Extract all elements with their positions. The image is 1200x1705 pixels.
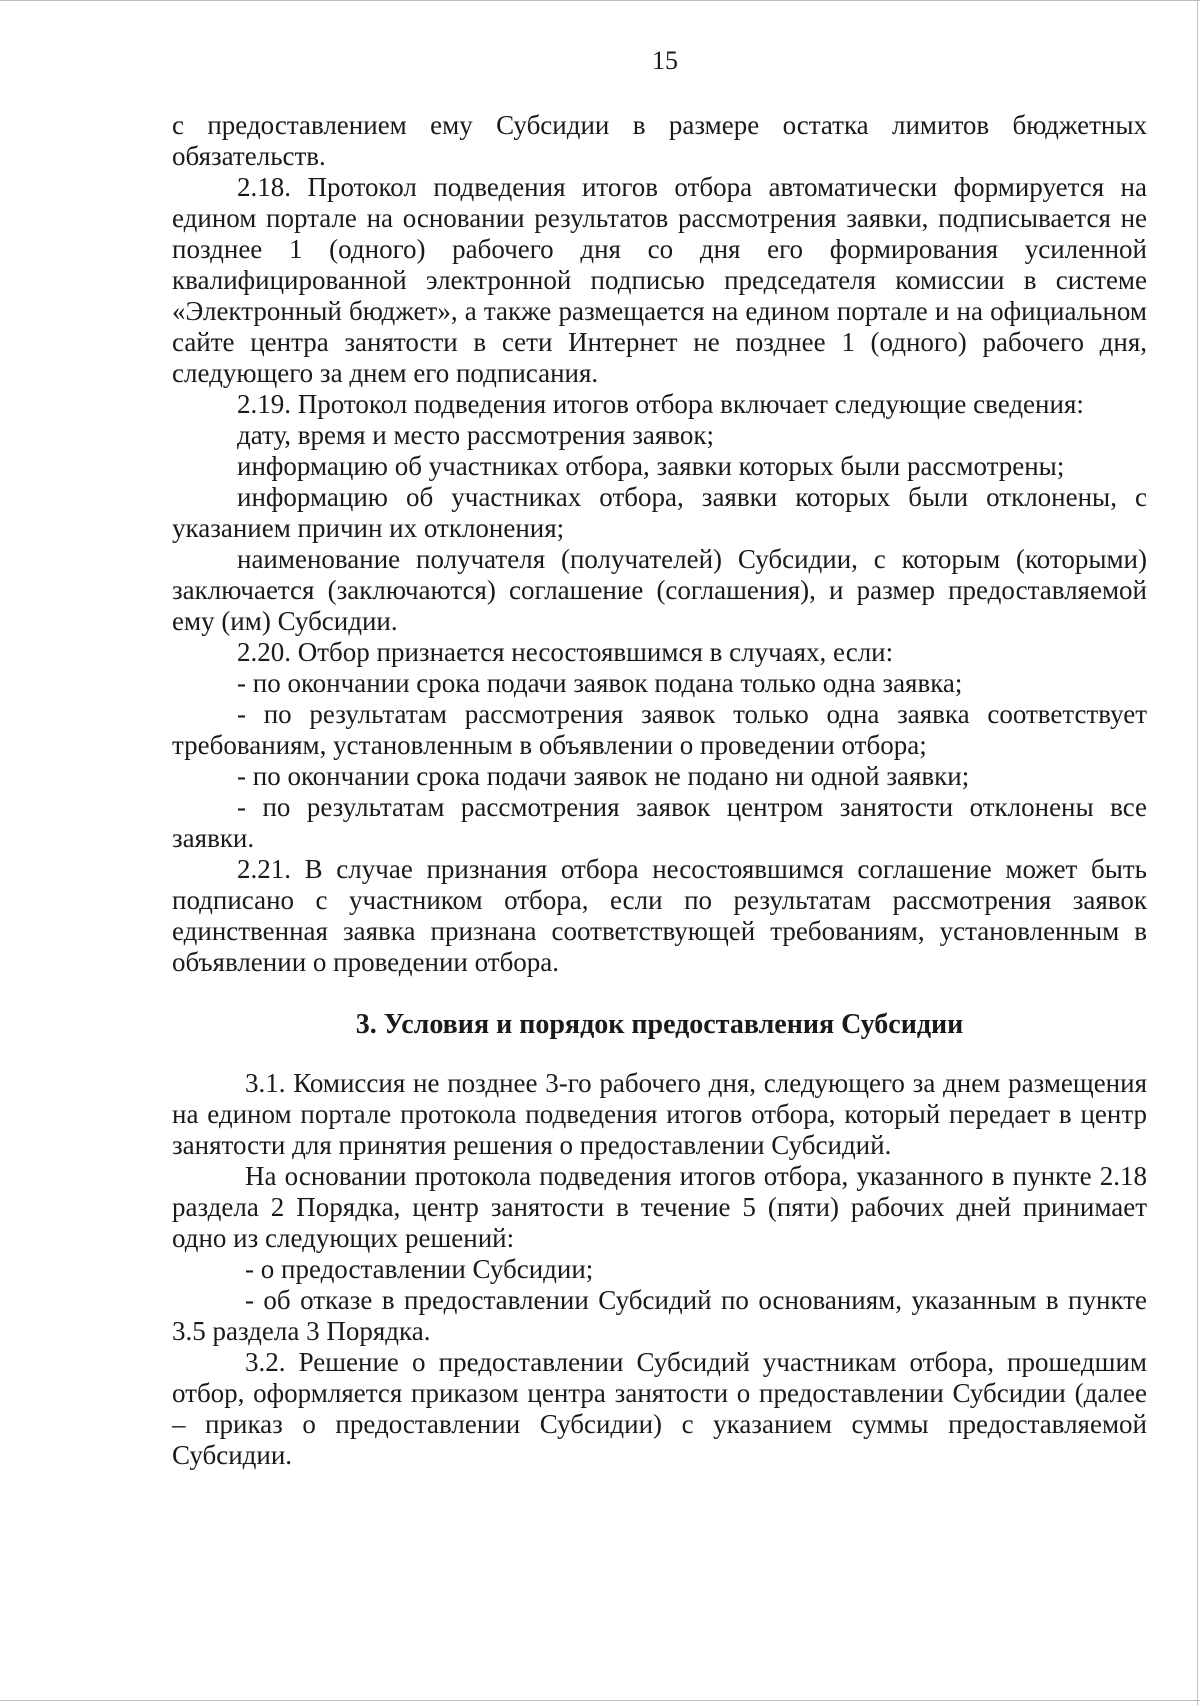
- paragraph: 2.21. В случае признания отбора несостоявшимся соглашение может быть подписано с участником отбора, если по результатам рассмотрения заявок единственная заявка признана соответствующей требованиям, установленным в объявлении о проведении отбора.: [172, 854, 1147, 977]
- paragraph: - по результатам рассмотрения заявок только одна заявка соответствует требованиям, установленным в объявлении о проведении отбора;: [172, 699, 1147, 760]
- scan-edge-right: [1197, 0, 1198, 1705]
- paragraph: 3.2. Решение о предоставлении Субсидий участникам отбора, прошедшим отбор, оформляется приказом центра занятости о предоставлении Субсидии (далее – приказ о предоставлении Субсидии) с указанием суммы предоставляемой Субсидии.: [172, 1347, 1147, 1470]
- paragraph: 2.19. Протокол подведения итогов отбора включает следующие сведения:: [237, 389, 1084, 419]
- scan-edge-bottom: [0, 1700, 1200, 1701]
- paragraph: дату, время и место рассмотрения заявок;: [237, 420, 714, 450]
- page-number: 15: [652, 46, 678, 75]
- paragraph: 3.1. Комиссия не позднее 3-го рабочего дня, следующего за днем размещения на едином портале протокола подведения итогов отбора, который передает в центр занятости для принятия решения о предоставлении Субсидий.: [172, 1068, 1147, 1160]
- paragraph: - по окончании срока подачи заявок подана только одна заявка;: [237, 668, 963, 698]
- section-title: 3. Условия и порядок предоставления Субсидии: [355, 1009, 964, 1040]
- paragraph: 2.20. Отбор признается несостоявшимся в случаях, если:: [237, 637, 894, 667]
- paragraph: наименование получателя (получателей) Субсидии, с которым (которыми) заключается (заключаются) соглашение (соглашения), и размер предоставляемой ему (им) Субсидии.: [172, 544, 1147, 636]
- paragraph: - по окончании срока подачи заявок не подано ни одной заявки;: [237, 761, 970, 791]
- paragraph: информацию об участниках отбора, заявки которых были рассмотрены;: [237, 451, 1065, 481]
- paragraph: информацию об участниках отбора, заявки которых были отклонены, с указанием причин их отклонения;: [172, 482, 1147, 543]
- paragraph: 2.18. Протокол подведения итогов отбора автоматически формируется на едином портале на основании результатов рассмотрения заявки, подписывается не позднее 1 (одного) рабочего дня со дня его формирования усиленной квалифицированной электронной подписью председателя комиссии в системе «Электронный бюджет», а также размещается на едином портале и на официальном сайте центра занятости в сети Интернет не позднее 1 (одного) рабочего дня, следующего за днем его подписания.: [172, 172, 1147, 388]
- scan-edge-top: [0, 0, 1200, 1]
- paragraph: - по результатам рассмотрения заявок центром занятости отклонены все заявки.: [172, 792, 1147, 853]
- paragraph: На основании протокола подведения итогов отбора, указанного в пункте 2.18 раздела 2 Порядка, центр занятости в течение 5 (пяти) рабочих дней принимает одно из следующих решений:: [172, 1161, 1147, 1253]
- paragraph: - об отказе в предоставлении Субсидий по основаниям, указанным в пункте 3.5 раздела 3 Порядка.: [172, 1285, 1147, 1346]
- paragraph: с предоставлением ему Субсидии в размере остатка лимитов бюджетных обязательств.: [172, 110, 1147, 171]
- document-body: [172, 110, 1147, 1471]
- paragraph: - о предоставлении Субсидии;: [245, 1254, 594, 1284]
